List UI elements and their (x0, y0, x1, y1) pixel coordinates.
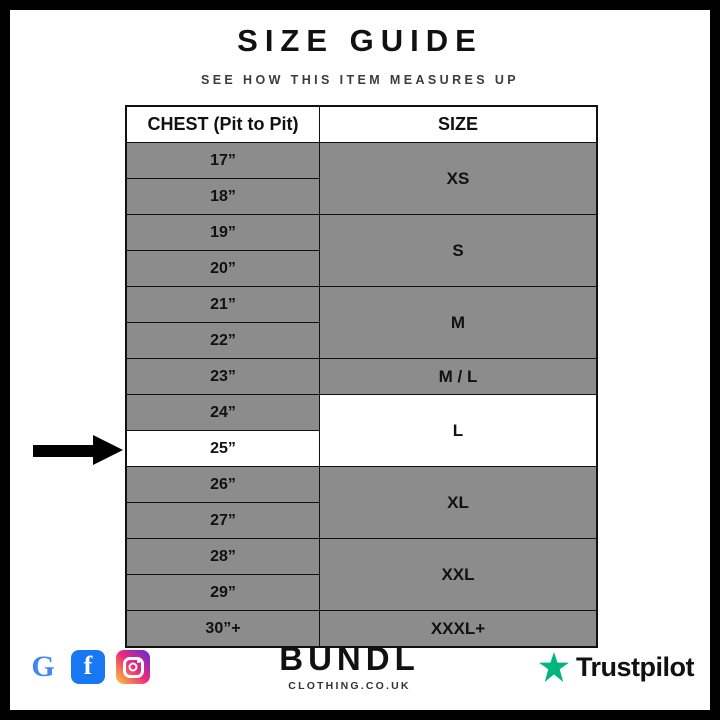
chest-cell: 18” (126, 179, 320, 215)
table-header-row (126, 106, 597, 143)
size-cell: S (320, 215, 598, 287)
table-row (126, 467, 597, 503)
size-cell: XS (320, 143, 598, 215)
size-cell: M (320, 287, 598, 359)
table-row (126, 287, 597, 323)
trustpilot-badge[interactable] (539, 652, 694, 683)
selected-size-arrow-icon (33, 435, 129, 465)
brand-logo (279, 642, 419, 692)
table-row (126, 143, 597, 179)
size-table-wrapper (125, 105, 595, 648)
star-icon (539, 652, 569, 682)
size-cell: XXXL+ (320, 611, 598, 648)
chest-cell: 30”+ (126, 611, 320, 648)
chest-cell: 20” (126, 251, 320, 287)
page-title: SIZE GUIDE (237, 23, 483, 58)
table-row (126, 215, 597, 251)
social-links (26, 650, 150, 684)
footer (10, 632, 710, 702)
instagram-camera-shape (123, 657, 144, 678)
table-row (126, 539, 597, 575)
page-subtitle: SEE HOW THIS ITEM MEASURES UP (200, 73, 520, 87)
chest-cell: 21” (126, 287, 320, 323)
instagram-icon[interactable] (116, 650, 150, 684)
chest-cell: 22” (126, 323, 320, 359)
table-row (126, 395, 597, 431)
chest-cell: 17” (126, 143, 320, 179)
chest-cell: 29” (126, 575, 320, 611)
chest-cell: 27” (126, 503, 320, 539)
trustpilot-label: Trustpilot (575, 651, 694, 682)
column-header-chest: CHEST (Pit to Pit) (126, 106, 320, 143)
chest-cell: 24” (126, 395, 320, 431)
arrow-head (93, 435, 123, 465)
chest-cell: 19” (126, 215, 320, 251)
google-icon[interactable]: G (26, 650, 60, 684)
size-guide-card (10, 10, 710, 710)
brand-website: CLOTHING.CO.UK (288, 680, 411, 692)
size-table (125, 105, 598, 648)
size-cell-selected: L (320, 395, 598, 467)
column-header-size: SIZE (320, 106, 598, 143)
arrow-shaft (33, 445, 99, 457)
facebook-icon[interactable]: f (71, 650, 105, 684)
chest-cell: 23” (126, 359, 320, 395)
chest-cell-selected: 25” (126, 431, 320, 467)
chest-cell: 26” (126, 467, 320, 503)
brand-name: BUNDL (279, 640, 420, 677)
chest-cell: 28” (126, 539, 320, 575)
size-cell: XXL (320, 539, 598, 611)
table-row (126, 359, 597, 395)
size-cell: M / L (320, 359, 598, 395)
size-cell: XL (320, 467, 598, 539)
